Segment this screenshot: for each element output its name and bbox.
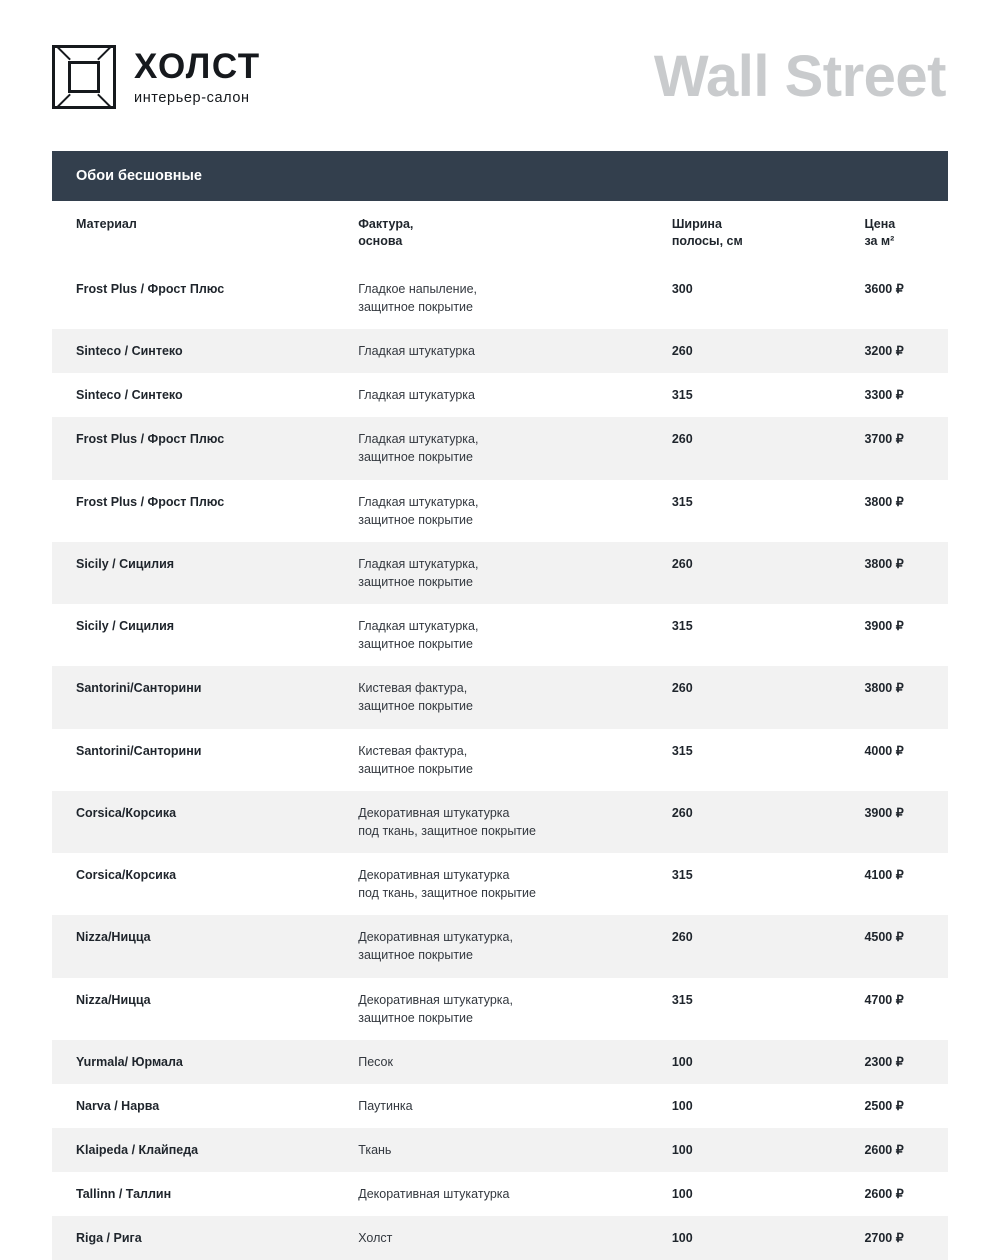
cell-material: Nizza/Ницца — [52, 915, 334, 977]
table-section-title: Обои бесшовные — [52, 151, 948, 201]
cell-material: Klaipeda / Клайпеда — [52, 1128, 334, 1172]
table-row — [52, 1084, 948, 1128]
cell-texture-line1: Песок — [358, 1054, 393, 1069]
cell-material: Santorini/Санторини — [52, 666, 334, 728]
cell-texture — [334, 1172, 648, 1216]
square-frame-logo-icon — [52, 45, 116, 109]
cell-texture-line2: защитное покрытие — [358, 574, 473, 589]
cell-price: 3200 ₽ — [840, 329, 948, 373]
cell-texture-line2: защитное покрытие — [358, 450, 473, 465]
cell-material: Sicily / Сицилия — [52, 604, 334, 666]
cell-width: 315 — [648, 373, 841, 417]
cell-texture-line1: Декоративная штукатурка, — [358, 930, 513, 945]
page-header — [0, 0, 1000, 120]
table-row — [52, 1040, 948, 1084]
cell-texture-line1: Гладкая штукатурка — [358, 388, 475, 403]
cell-texture-line1: Гладкая штукатурка, — [358, 494, 479, 509]
cell-width: 315 — [648, 729, 841, 791]
cell-texture-line1: Декоративная штукатурка — [358, 868, 510, 882]
cell-width: 315 — [648, 604, 841, 666]
cell-texture — [334, 1128, 648, 1172]
cell-width: 260 — [648, 666, 841, 728]
cell-material: Corsica/Корсика — [52, 853, 334, 915]
cell-texture-line1: Гладкая штукатурка — [358, 344, 475, 358]
table-row — [52, 329, 948, 373]
cell-material: Yurmala/ Юрмала — [52, 1040, 334, 1084]
cell-texture-line2: защитное покрытие — [358, 948, 473, 963]
cell-material: Frost Plus / Фрост Плюс — [52, 267, 334, 329]
cell-texture — [334, 1216, 648, 1260]
cell-texture — [334, 666, 648, 728]
cell-texture-line1: Паутинка — [358, 1098, 413, 1113]
table-row — [52, 417, 948, 479]
cell-price: 3900 ₽ — [840, 791, 948, 853]
cell-width: 100 — [648, 1128, 841, 1172]
cell-price: 3800 ₽ — [840, 666, 948, 728]
table-row — [52, 373, 948, 417]
cell-texture-line2: защитное покрытие — [358, 512, 473, 527]
table-row — [52, 978, 948, 1040]
cell-price: 2700 ₽ — [840, 1216, 948, 1260]
cell-texture — [334, 791, 648, 853]
cell-texture-line2: защитное покрытие — [358, 299, 473, 314]
brand-subtitle: интерьер-салон — [134, 89, 250, 106]
cell-material: Corsica/Корсика — [52, 791, 334, 853]
cell-texture-line1: Ткань — [358, 1143, 392, 1157]
cell-material: Sicily / Сицилия — [52, 542, 334, 604]
brand-block — [52, 45, 261, 109]
cell-price: 3800 ₽ — [840, 542, 948, 604]
cell-width: 100 — [648, 1172, 841, 1216]
cell-price: 2500 ₽ — [840, 1084, 948, 1128]
column-header-texture: Фактура, основа — [334, 201, 648, 267]
cell-texture-line1: Гладкое напыление, — [358, 281, 477, 296]
column-header-material: Материал — [52, 201, 334, 267]
table-row — [52, 666, 948, 728]
table-row — [52, 791, 948, 853]
table-row — [52, 1128, 948, 1172]
cell-width: 100 — [648, 1216, 841, 1260]
cell-texture-line1: Гладкая штукатурка, — [358, 556, 479, 571]
cell-price: 4700 ₽ — [840, 978, 948, 1040]
price-table — [52, 201, 948, 1260]
cell-price: 2600 ₽ — [840, 1128, 948, 1172]
cell-texture — [334, 542, 648, 604]
cell-width: 260 — [648, 542, 841, 604]
cell-texture — [334, 729, 648, 791]
cell-texture — [334, 373, 648, 417]
table-header-row — [52, 201, 948, 267]
cell-texture — [334, 978, 648, 1040]
cell-texture — [334, 604, 648, 666]
cell-price: 4500 ₽ — [840, 915, 948, 977]
cell-material: Sinteco / Синтеко — [52, 329, 334, 373]
cell-width: 100 — [648, 1040, 841, 1084]
cell-texture — [334, 417, 648, 479]
cell-width: 260 — [648, 915, 841, 977]
cell-material: Frost Plus / Фрост Плюс — [52, 480, 334, 542]
table-row — [52, 853, 948, 915]
brand-text — [134, 46, 261, 106]
cell-texture — [334, 915, 648, 977]
cell-texture-line1: Гладкая штукатурка, — [358, 432, 479, 447]
table-row — [52, 267, 948, 329]
cell-width: 100 — [648, 1084, 841, 1128]
column-header-price: Цена за м² — [840, 201, 948, 267]
cell-texture-line1: Декоративная штукатурка — [358, 1187, 510, 1202]
cell-texture — [334, 853, 648, 915]
cell-material: Tallinn / Таллин — [52, 1172, 334, 1216]
cell-texture-line2: под ткань, защитное покрытие — [358, 886, 536, 901]
cell-price: 4000 ₽ — [840, 729, 948, 791]
cell-width: 315 — [648, 480, 841, 542]
cell-texture-line1: Кистевая фактура, — [358, 743, 468, 758]
cell-texture-line1: Декоративная штукатурка, — [358, 992, 513, 1007]
table-row — [52, 1172, 948, 1216]
cell-texture-line1: Декоративная штукатурка — [358, 805, 510, 820]
cell-texture — [334, 480, 648, 542]
cell-material: Frost Plus / Фрост Плюс — [52, 417, 334, 479]
cell-material: Sinteco / Синтеко — [52, 373, 334, 417]
cell-price: 3800 ₽ — [840, 480, 948, 542]
cell-texture — [334, 1084, 648, 1128]
cell-texture-line1: Кистевая фактура, — [358, 681, 468, 696]
table-row — [52, 480, 948, 542]
cell-texture-line2: защитное покрытие — [358, 699, 473, 714]
cell-texture — [334, 267, 648, 329]
cell-price: 3700 ₽ — [840, 417, 948, 479]
cell-width: 260 — [648, 329, 841, 373]
cell-texture-line1: Холст — [358, 1231, 393, 1246]
cell-width: 300 — [648, 267, 841, 329]
table-row — [52, 729, 948, 791]
cell-price: 3600 ₽ — [840, 267, 948, 329]
collection-title: Wall Street — [653, 44, 946, 109]
cell-material: Riga / Рига — [52, 1216, 334, 1260]
cell-price: 2300 ₽ — [840, 1040, 948, 1084]
cell-texture-line2: защитное покрытие — [358, 637, 473, 652]
cell-texture-line1: Гладкая штукатурка, — [358, 619, 479, 633]
cell-texture-line2: защитное покрытие — [358, 761, 473, 776]
cell-texture — [334, 1040, 648, 1084]
cell-price: 3900 ₽ — [840, 604, 948, 666]
price-table-wrapper — [52, 151, 948, 1260]
cell-price: 2600 ₽ — [840, 1172, 948, 1216]
column-header-width: Ширина полосы, см — [648, 201, 841, 267]
table-row — [52, 1216, 948, 1260]
cell-width: 315 — [648, 978, 841, 1040]
brand-name: ХОЛСТ — [134, 46, 261, 86]
table-row — [52, 542, 948, 604]
cell-width: 260 — [648, 791, 841, 853]
table-row — [52, 604, 948, 666]
cell-width: 315 — [648, 853, 841, 915]
cell-price: 3300 ₽ — [840, 373, 948, 417]
table-row — [52, 915, 948, 977]
cell-texture-line2: под ткань, защитное покрытие — [358, 823, 536, 838]
cell-material: Narva / Нарва — [52, 1084, 334, 1128]
cell-material: Nizza/Ницца — [52, 978, 334, 1040]
cell-width: 260 — [648, 417, 841, 479]
cell-texture — [334, 329, 648, 373]
cell-texture-line2: защитное покрытие — [358, 1010, 473, 1025]
cell-material: Santorini/Санторини — [52, 729, 334, 791]
cell-price: 4100 ₽ — [840, 853, 948, 915]
